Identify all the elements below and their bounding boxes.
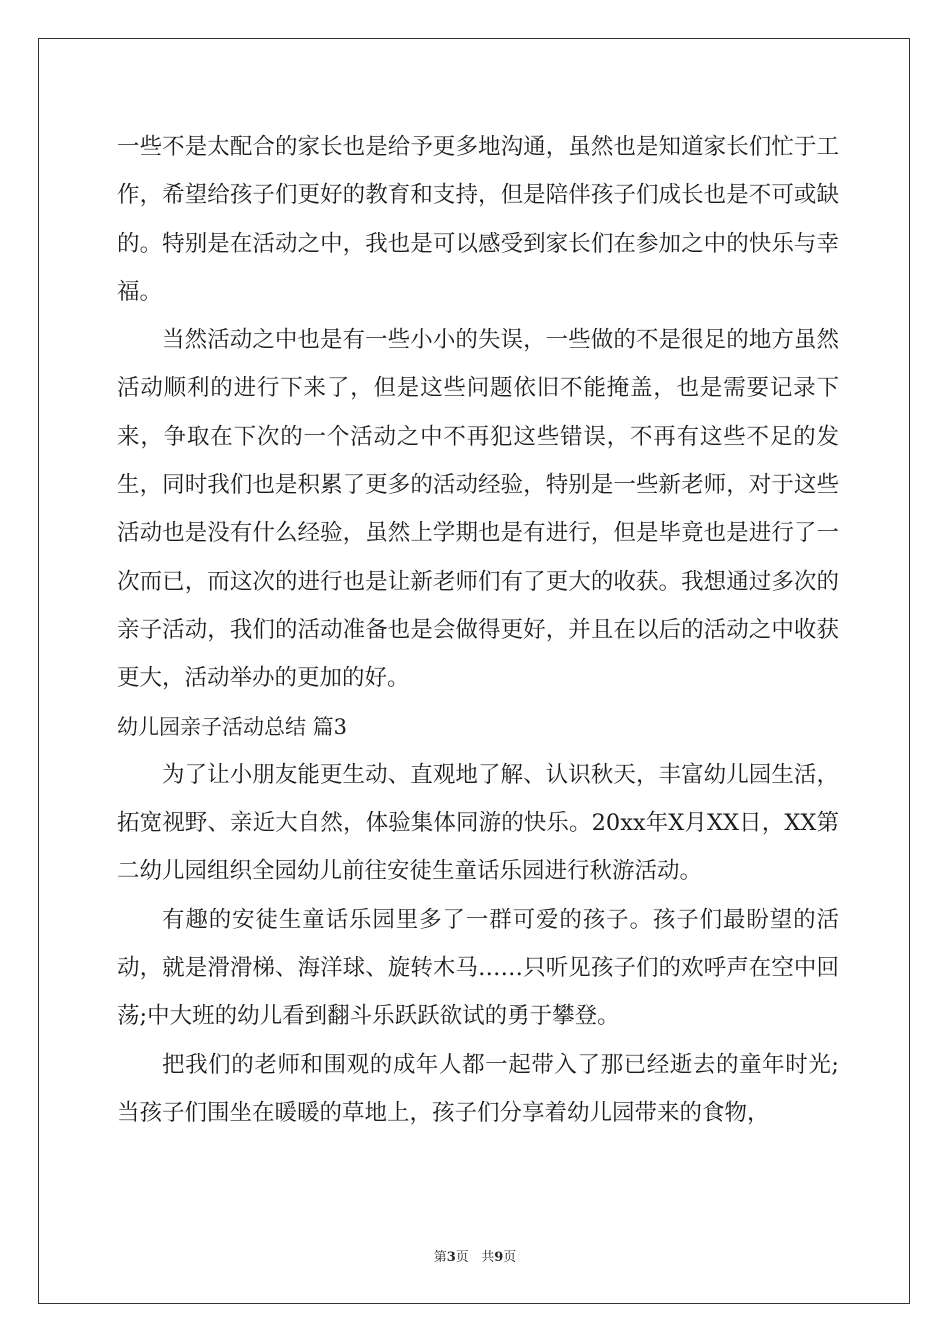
current-page-number: 3	[446, 1250, 456, 1265]
section-heading: 幼儿园亲子活动总结 篇3	[117, 714, 348, 739]
paragraph-continuation: 一些不是太配合的家长也是给予更多地沟通，虽然也是知道家长们忙于工作，希望给孩子们更好的教育和支持，但是陪伴孩子们成长也是不可或缺的。特别是在活动之中，我也是可以感受到家长们在参加之中的快乐与幸福。	[117, 134, 839, 305]
paragraph-autumn-trip: 为了让小朋友能更生动、直观地了解、认识秋天，丰富幼儿园生活，拓宽视野、亲近大自然，体验集体同游的快乐。20xx年X月XX日，XX第二幼儿园组织全园幼儿前往安徒生童话乐园进行秋游活动。	[117, 761, 839, 885]
document-body	[117, 123, 839, 1137]
paragraph-park: 有趣的安徒生童话乐园里多了一群可爱的孩子。孩子们最盼望的活动，就是滑滑梯、海洋球、旋转木马……只听见孩子们的欢呼声在空中回荡;中大班的幼儿看到翻斗乐跃跃欲试的勇于攀登。	[117, 906, 839, 1030]
paragraph-childhood: 把我们的老师和围观的成年人都一起带入了那已经逝去的童年时光;当孩子们围坐在暖暖的草地上，孩子们分享着幼儿园带来的食物，	[117, 1051, 839, 1126]
paragraph-mistakes: 当然活动之中也是有一些小小的失误，一些做的不是很足的地方虽然活动顺利的进行下来了，但是这些问题依旧不能掩盖，也是需要记录下来，争取在下次的一个活动之中不再犯这些错误，不再有这些不足的发生，同时我们也是积累了更多的活动经验，特别是一些新老师，对于这些活动也是没有什么经验，虽然上学期也是有进行，但是毕竟也是进行了一次而已，而这次的进行也是让新老师们有了更大的收获。我想通过多次的亲子活动，我们的活动准备也是会做得更好，并且在以后的活动之中收获更大，活动举办的更加的好。	[117, 327, 839, 692]
total-page-count: 9	[494, 1250, 504, 1265]
page-footer: 第3页 共9页	[433, 1250, 517, 1265]
